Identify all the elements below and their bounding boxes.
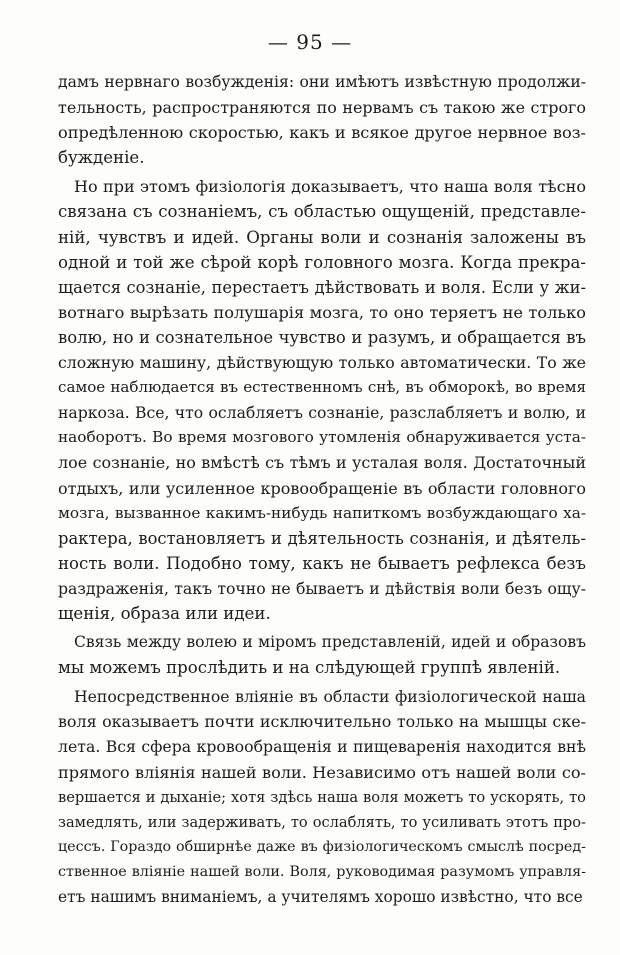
paragraph-3-line: мы можемъ прослѣдить и на слѣдующей группѣ явленій. <box>58 658 561 678</box>
paragraph-4-line: етъ нашимъ вниманіемъ, а учителямъ хорошо извѣстно, что все <box>58 888 583 906</box>
paragraph-3-line: Связь между волею и міромъ представленій, идей и образовъ <box>74 633 586 652</box>
paragraph-4-line: прямого вліянія нашей воли. Независимо отъ нашей воли со- <box>58 762 586 782</box>
paragraph-2-line: отдыхъ, или усиленное кровообращеніе въ области головного <box>58 478 586 498</box>
paragraph-1-line: бужденіе. <box>58 148 145 168</box>
paragraph-4-line: замедлять, или задерживать, то ослаблять, то усиливать этотъ про- <box>58 813 586 831</box>
paragraph-2-line: сложную машину, дѣйствующую только автоматически. То же <box>58 353 586 373</box>
paragraph-4-line: воля оказываетъ почти исключительно только на мышцы ске- <box>58 712 586 732</box>
paragraph-4-line: ственное вліяніе нашей воли. Воля, руководимая разумомъ управля- <box>58 863 586 880</box>
paragraph-2-line: ній, чувствъ и идей. Органы воли и сознанія заложены въ <box>58 227 586 247</box>
paragraph-2-line: наоборотъ. Во время мозгового утомленія обнаруживается уста- <box>58 428 586 447</box>
paragraph-2-line: мозга, вызванное какимъ-нибудь напиткомъ возбуждающаго ха- <box>58 503 586 522</box>
paragraph-2-line: Но при этомъ физіологія доказываетъ, что наша воля тѣсно <box>74 177 586 197</box>
paragraph-2-line: наркоза. Все, что ослабляетъ сознаніе, разслабляетъ и волю, и <box>58 403 586 423</box>
paragraph-1-line: опредѣленною скоростью, какъ и всякое другое нервное воз- <box>58 123 586 143</box>
paragraph-2-line: рактера, востановляетъ и дѣятельность сознанія, и дѣятель- <box>58 528 586 548</box>
paragraph-2-line: лое сознаніе, но вмѣстѣ съ тѣмъ и усталая воля. Достаточный <box>58 453 586 473</box>
paragraph-4-line: лета. Вся сфера кровообращенія и пищеваренія находится внѣ <box>58 737 586 757</box>
page-number: — 95 — <box>267 30 353 54</box>
paragraph-2-line: самое наблюдается въ естественномъ снѣ, въ обморокѣ, во время <box>58 378 586 397</box>
paragraph-2-line: одной и той же сѣрой корѣ головного мозга. Когда прекра- <box>58 252 586 272</box>
paragraph-4-line: Непосредственное вліяніе въ области физіологической наша <box>74 687 586 707</box>
paragraph-2-line: щается сознаніе, перестаетъ дѣйствовать и воля. Если у жи- <box>58 277 586 297</box>
paragraph-4-line: вершается и дыханіе; хотя здѣсь наша воля можетъ то ускорять, то <box>58 788 586 806</box>
paragraph-2-line: щенія, образа или идеи. <box>58 603 271 623</box>
paragraph-2-line: связана съ сознаніемъ, съ областью ощущеній, представле- <box>58 202 586 222</box>
paragraph-2-line: раздраженія, такъ точно не бываетъ и дѣйствія воли безъ ощу- <box>58 578 586 598</box>
paragraph-2-line: волю, но и сознательное чувство и разумъ, и обращается въ <box>58 327 586 347</box>
body-text <box>58 70 586 910</box>
paragraph-2-line: вотнаго вырѣзать полушарія мозга, то оно теряетъ не только <box>58 302 586 322</box>
paragraph-2-line: ность воли. Подобно тому, какъ не бываетъ рефлекса безъ <box>58 553 586 573</box>
paragraph-1-line: дамъ нервнаго возбужденія: они имѣютъ извѣстную продолжи- <box>58 73 586 91</box>
paragraph-4-line: цессъ. Гораздо обширнѣе даже въ физіологическомъ смыслѣ посред- <box>58 838 586 855</box>
paragraph-1-line: тельность, распространяются по нервамъ съ такою же строго <box>58 98 586 118</box>
